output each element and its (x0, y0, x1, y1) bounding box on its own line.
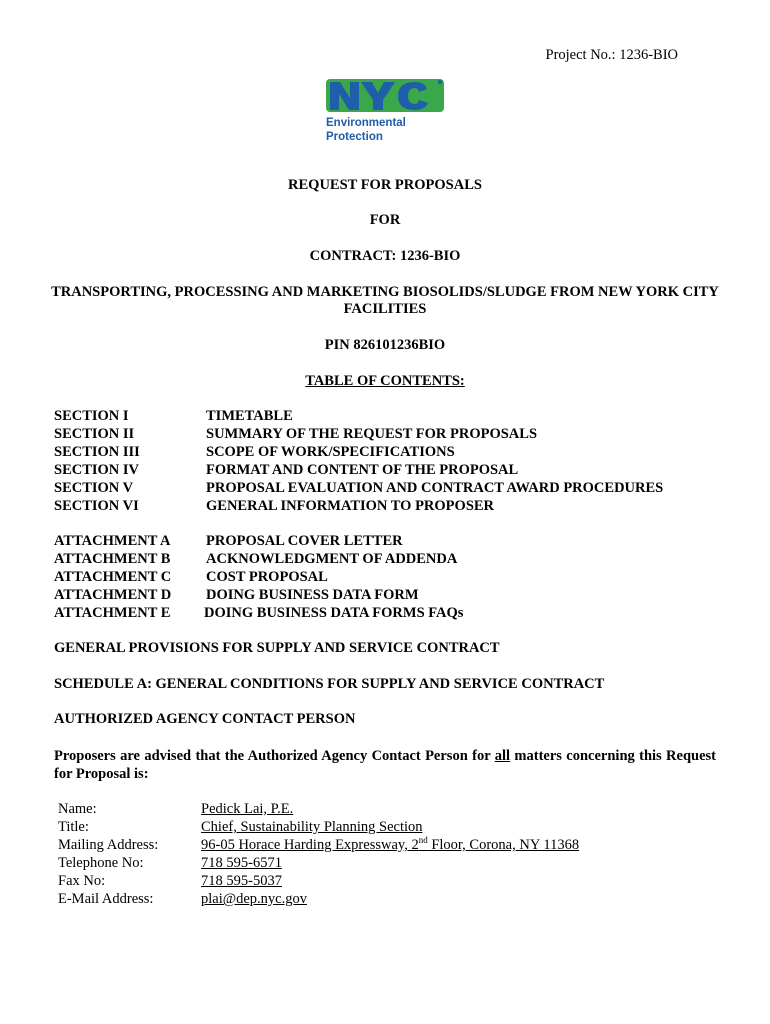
toc-row (54, 532, 463, 550)
nyc-dep-logo (326, 76, 448, 146)
toc-key: ATTACHMENT C (54, 569, 172, 585)
contact-label: E-Mail Address: (58, 891, 154, 907)
toc-value: SCOPE OF WORK/SPECIFICATIONS (206, 444, 455, 460)
toc-row (54, 443, 663, 461)
toc-key: ATTACHMENT A (54, 533, 171, 549)
attachments-list (54, 532, 463, 622)
toc-row (54, 586, 463, 604)
contact-fax: 718 595-5037 (201, 873, 282, 889)
contract-title (0, 284, 770, 318)
toc-value: DOING BUSINESS DATA FORM (206, 587, 419, 603)
toc-row (54, 425, 663, 443)
sections-list (54, 407, 663, 515)
toc-value: DOING BUSINESS DATA FORMS FAQs (204, 605, 464, 621)
toc-value: COST PROPOSAL (206, 569, 328, 585)
contact-row (58, 890, 579, 908)
pin-number: PIN 826101236BIO (324, 337, 446, 353)
advisory-text-after: matters concerning this Request for Proposal is: (54, 748, 716, 782)
logo-wordmark (326, 116, 406, 144)
toc-row (54, 497, 663, 515)
toc-key: SECTION II (54, 426, 135, 442)
address-part: Floor, Corona, NY 11368 (427, 837, 580, 853)
toc-row (54, 479, 663, 497)
toc-key: SECTION I (54, 408, 129, 424)
toc-key: ATTACHMENT B (54, 551, 171, 567)
advisory-text-before: Proposers are advised that the Authorized Agency Contact Person for (54, 748, 495, 764)
contact-label: Name: (58, 801, 97, 817)
toc-value: SUMMARY OF THE REQUEST FOR PROPOSALS (206, 426, 538, 442)
toc-row (54, 604, 463, 622)
toc-key: ATTACHMENT E (54, 605, 171, 621)
toc-value: GENERAL INFORMATION TO PROPOSER (206, 498, 495, 514)
address-ordinal: nd (418, 835, 428, 846)
toc-key: SECTION VI (54, 498, 139, 514)
project-number: Project No.: 1236-BIO (545, 47, 678, 63)
contact-row (58, 836, 579, 854)
nyc-logo-mark-icon (326, 76, 448, 114)
toc-row (54, 568, 463, 586)
toc-key: SECTION V (54, 480, 134, 496)
toc-value: PROPOSAL COVER LETTER (206, 533, 403, 549)
toc-row (54, 407, 663, 425)
contact-label: Mailing Address: (58, 837, 159, 853)
toc-value: PROPOSAL EVALUATION AND CONTRACT AWARD PROCEDURES (206, 480, 664, 496)
logo-line-environmental: Environmental (326, 117, 406, 129)
toc-key: SECTION IV (54, 462, 140, 478)
advisory-paragraph (54, 747, 716, 783)
toc-key: ATTACHMENT D (54, 587, 172, 603)
contact-row (58, 872, 579, 890)
toc-row (54, 550, 463, 568)
contract-title-text: TRANSPORTING, PROCESSING AND MARKETING BIOSOLIDS/SLUDGE FROM NEW YORK CITY FACILITIES (51, 284, 719, 317)
contact-row (58, 818, 579, 836)
toc-heading: TABLE OF CONTENTS: (305, 373, 465, 389)
contact-label: Title: (58, 819, 89, 835)
contact-label: Fax No: (58, 873, 106, 889)
schedule-a: SCHEDULE A: GENERAL CONDITIONS FOR SUPPLY AND SERVICE CONTRACT (54, 676, 605, 692)
contact-title: Chief, Sustainability Planning Section (201, 819, 423, 835)
toc-value: TIMETABLE (206, 408, 293, 424)
toc-value: ACKNOWLEDGMENT OF ADDENDA (206, 551, 458, 567)
contact-address (201, 836, 579, 854)
address-part: 96-05 Horace Harding Expressway, 2 (201, 837, 419, 853)
contact-email-link[interactable]: plai@dep.nyc.gov (201, 891, 307, 907)
contact-label: Telephone No: (58, 855, 144, 871)
contract-number: CONTRACT: 1236-BIO (309, 248, 461, 264)
contact-name: Pedick Lai, P.E. (201, 801, 294, 817)
toc-row (54, 461, 663, 479)
toc-key: SECTION III (54, 444, 140, 460)
rfp-title: REQUEST FOR PROPOSALS (288, 177, 482, 193)
rfp-title-for: FOR (369, 212, 401, 228)
advisory-emphasis: all (494, 748, 511, 764)
contact-row (58, 854, 579, 872)
toc-value: FORMAT AND CONTENT OF THE PROPOSAL (206, 462, 519, 478)
contact-row (58, 800, 579, 818)
logo-line-protection: Protection (326, 131, 383, 143)
contact-heading: AUTHORIZED AGENCY CONTACT PERSON (54, 711, 356, 727)
contact-block (58, 800, 579, 908)
contact-phone: 718 595-6571 (201, 855, 282, 871)
general-provisions: GENERAL PROVISIONS FOR SUPPLY AND SERVICE CONTRACT (54, 640, 500, 656)
